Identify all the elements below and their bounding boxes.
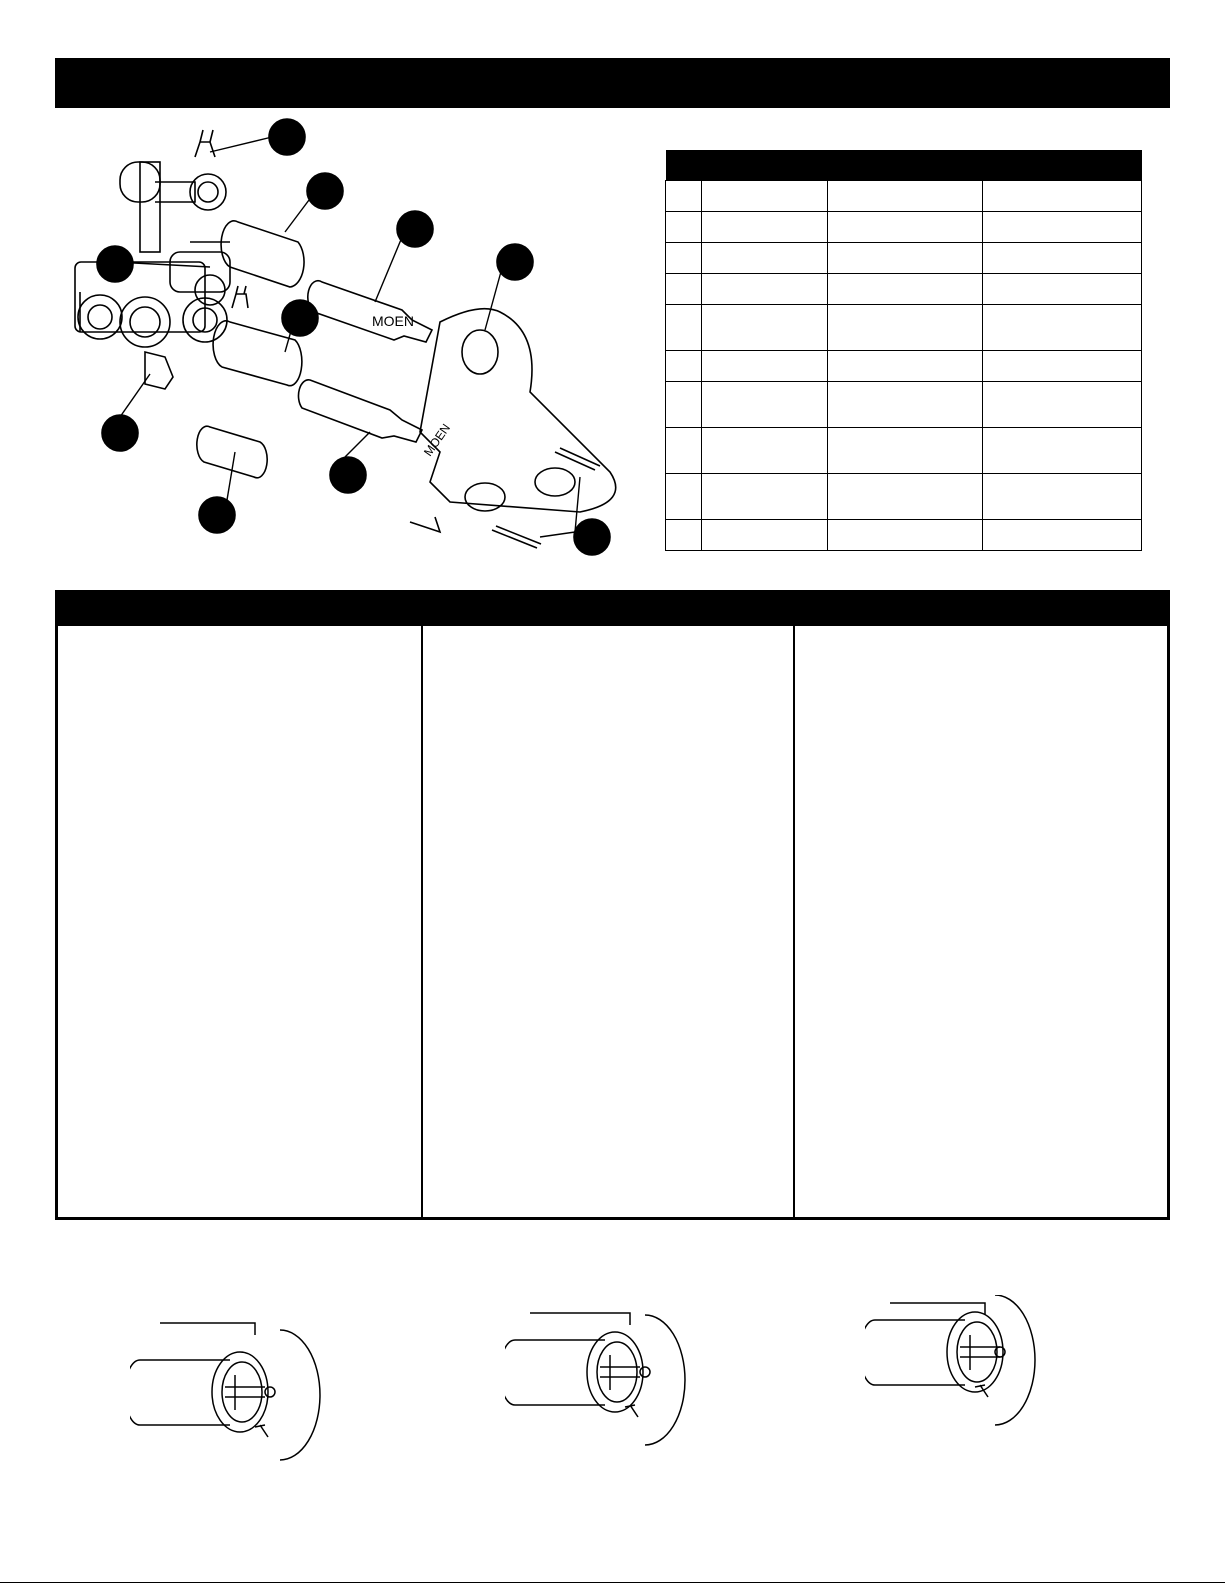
part-number xyxy=(666,520,702,551)
part-name xyxy=(702,474,828,520)
callout-3 xyxy=(397,211,433,247)
part-spec xyxy=(828,520,983,551)
part-note xyxy=(983,520,1142,551)
table-row xyxy=(666,382,1142,428)
callout-8 xyxy=(330,457,366,493)
part-name xyxy=(702,274,828,305)
part-spec xyxy=(828,474,983,520)
part-number xyxy=(666,305,702,351)
callout-6 xyxy=(282,300,318,336)
section-header-bar xyxy=(55,58,1170,108)
part-note xyxy=(983,382,1142,428)
table-row xyxy=(666,428,1142,474)
part-number xyxy=(666,243,702,274)
part-name xyxy=(702,382,828,428)
cartridge-orientation-figure-3 xyxy=(865,1295,1105,1445)
plaster-guard-logo: MOEN xyxy=(420,421,454,459)
part-note xyxy=(983,474,1142,520)
part-number xyxy=(666,274,702,305)
part-name xyxy=(702,243,828,274)
table-row xyxy=(666,474,1142,520)
part-note xyxy=(983,351,1142,382)
part-name xyxy=(702,428,828,474)
cartridge-orientation-figure-1 xyxy=(130,1315,370,1465)
part-note xyxy=(983,243,1142,274)
part-name xyxy=(702,351,828,382)
part-name xyxy=(702,212,828,243)
column-divider xyxy=(793,626,795,1217)
part-note xyxy=(983,305,1142,351)
part-number xyxy=(666,212,702,243)
exploded-parts-diagram xyxy=(60,112,660,582)
table-row xyxy=(666,520,1142,551)
table-row xyxy=(666,243,1142,274)
callout-1 xyxy=(269,119,305,155)
part-note xyxy=(983,274,1142,305)
instructions-box xyxy=(55,626,1170,1220)
part-spec xyxy=(828,428,983,474)
plaster-guard-icon xyxy=(410,309,616,532)
part-number xyxy=(666,382,702,428)
callout-9 xyxy=(199,497,235,533)
valve-body-icon xyxy=(75,162,230,347)
part-spec xyxy=(828,212,983,243)
table-row xyxy=(666,351,1142,382)
page-bottom-rule xyxy=(0,1582,1225,1583)
part-note xyxy=(983,428,1142,474)
callout-4 xyxy=(497,244,533,280)
table-row xyxy=(666,181,1142,212)
part-spec xyxy=(828,243,983,274)
part-name xyxy=(702,305,828,351)
instructions-header-bar xyxy=(55,590,1170,626)
part-spec xyxy=(828,351,983,382)
table-row xyxy=(666,305,1142,351)
part-number xyxy=(666,428,702,474)
part-note xyxy=(983,181,1142,212)
part-number xyxy=(666,181,702,212)
parts-table xyxy=(665,150,1142,551)
part-spec xyxy=(828,382,983,428)
callout-5 xyxy=(97,246,133,282)
part-name xyxy=(702,181,828,212)
callout-10 xyxy=(574,519,610,555)
part-number xyxy=(666,474,702,520)
part-spec xyxy=(828,274,983,305)
callout-2 xyxy=(307,173,343,209)
part-spec xyxy=(828,305,983,351)
parts-table-header xyxy=(666,150,1142,181)
table-row xyxy=(666,212,1142,243)
part-spec xyxy=(828,181,983,212)
part-number xyxy=(666,351,702,382)
callout-circles xyxy=(97,119,610,555)
callout-7 xyxy=(102,415,138,451)
cartridge-orientation-figure-2 xyxy=(505,1305,745,1455)
column-divider xyxy=(421,626,423,1217)
table-row xyxy=(666,274,1142,305)
part-note xyxy=(983,212,1142,243)
part-name xyxy=(702,520,828,551)
cartridge-logo-text: MOEN xyxy=(372,313,414,329)
